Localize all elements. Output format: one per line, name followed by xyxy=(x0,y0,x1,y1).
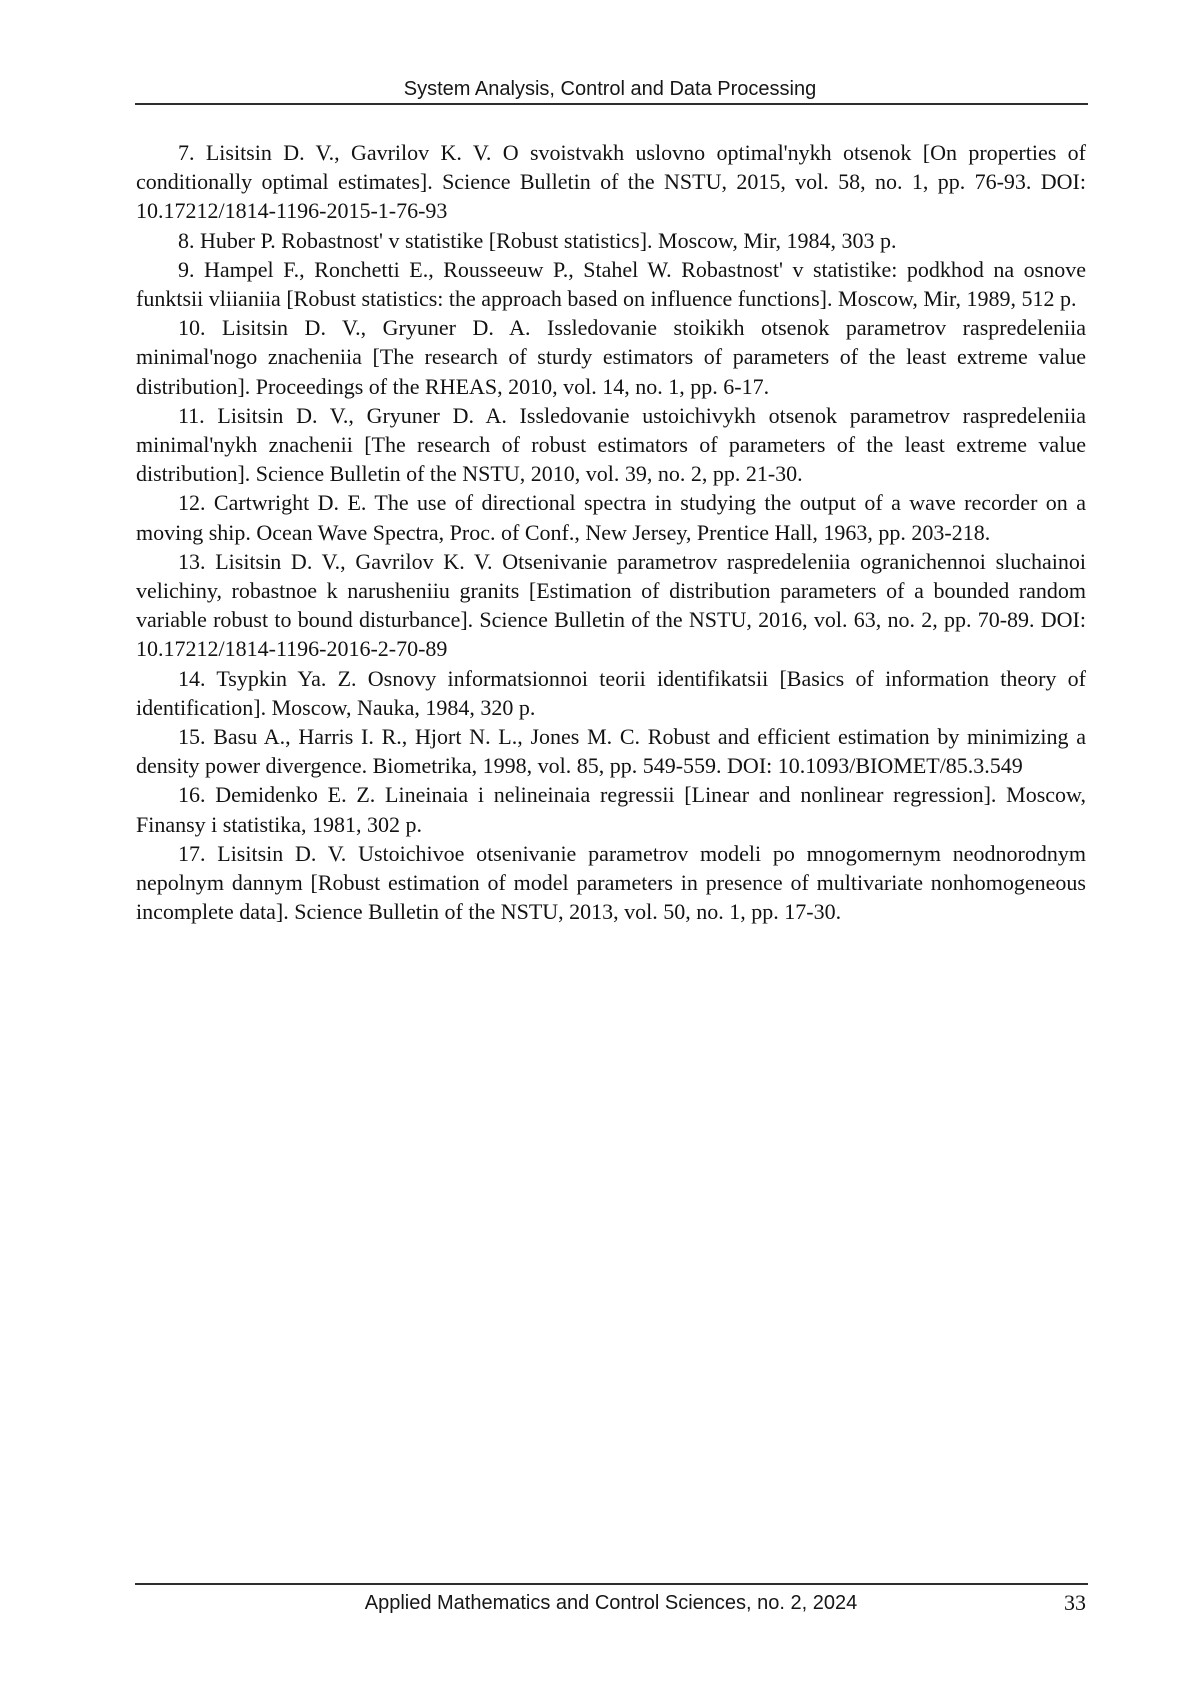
reference-item: 14. Tsypkin Ya. Z. Osnovy informatsionnoi teorii identifikatsii [Basics of information theory of identification]. Moscow, Nauka, 1984, 320 p. xyxy=(136,665,1086,720)
reference-item: 16. Demidenko E. Z. Lineinaia i nelineinaia regressii [Linear and nonlinear regression]. Moscow, Finansy i statistika, 1981, 302 p. xyxy=(136,782,1086,837)
references-list xyxy=(136,106,1086,926)
reference-item: 7. Lisitsin D. V., Gavrilov K. V. O svoistvakh uslovno optimal'nykh otsenok [On properties of conditionally optimal estimates]. Science Bulletin of the NSTU, 2015, vol. 58, no. 1, pp. 76-93. DOI: 10.17212/1814-1196-2015-1-76-93 xyxy=(136,140,1086,224)
reference-item: 12. Cartwright D. E. The use of directional spectra in studying the output of a wave recorder on a moving ship. Ocean Wave Spectra, Proc. of Conf., New Jersey, Prentice Hall, 1963, pp. 203-218. xyxy=(136,490,1086,545)
reference-item: 15. Basu A., Harris I. R., Hjort N. L., Jones M. C. Robust and efficient estimation by minimizing a density power divergence. Biometrika, 1998, vol. 85, pp. 549-559. DOI: 10.1093/BIOMET/85.3.549 xyxy=(136,724,1086,779)
reference-item: 17. Lisitsin D. V. Ustoichivoe otsenivanie parametrov modeli po mnogomernym neodnorodnym nepolnym dannym [Robust estimation of model parameters in presence of multivariate nonhomogeneous incomplete data]. Science Bulletin of the NSTU, 2013, vol. 50, no. 1, pp. 17-30. xyxy=(136,840,1086,925)
footer-page-number: 33 xyxy=(1064,1590,1086,1615)
header-rule xyxy=(135,103,1088,105)
reference-item: 9. Hampel F., Ronchetti E., Rousseeuw P., Stahel W. Robastnost' v statistike: podkhod na osnove funktsii vliianiia [Robust statistics: the approach based on influence functions]. Moscow, Mir, 1989, 512 p. xyxy=(136,256,1086,312)
running-header-title: System Analysis, Control and Data Processing xyxy=(403,78,817,100)
reference-item: 10. Lisitsin D. V., Gryuner D. A. Issledovanie stoikikh otsenok parametrov raspredeleniia minimal'nogo znacheniia [The research of sturdy estimators of parameters of the least extreme value distribution]. Proceedings of the RHEAS, 2010, vol. 14, no. 1, pp. 6-17. xyxy=(136,315,1086,399)
reference-item: 11. Lisitsin D. V., Gryuner D. A. Issledovanie ustoichivykh otsenok parametrov raspredeleniia minimal'nykh znachenii [The research of robust estimators of parameters of the least extreme value distribution]. Science Bulletin of the NSTU, 2010, vol. 39, no. 2, pp. 21-30. xyxy=(136,402,1086,487)
footer xyxy=(136,1590,1086,1616)
reference-item: 8. Huber P. Robastnost' v statistike [Robust statistics]. Moscow, Mir, 1984, 303 p. xyxy=(178,227,897,253)
reference-item: 13. Lisitsin D. V., Gavrilov K. V. Otsenivanie parametrov raspredeleniia ogranichennoi sluchainoi velichiny, robastnoe k narusheniiu granits [Estimation of distribution parameters of a bounded random variable robust to bound disturbance]. Science Bulletin of the NSTU, 2016, vol. 63, no. 2, pp. 70-89. DOI: 10.17212/1814-1196-2016-2-70-89 xyxy=(136,548,1086,662)
footer-journal-title: Applied Mathematics and Control Sciences, no. 2, 2024 xyxy=(364,1592,858,1614)
footer-rule xyxy=(135,1583,1088,1585)
